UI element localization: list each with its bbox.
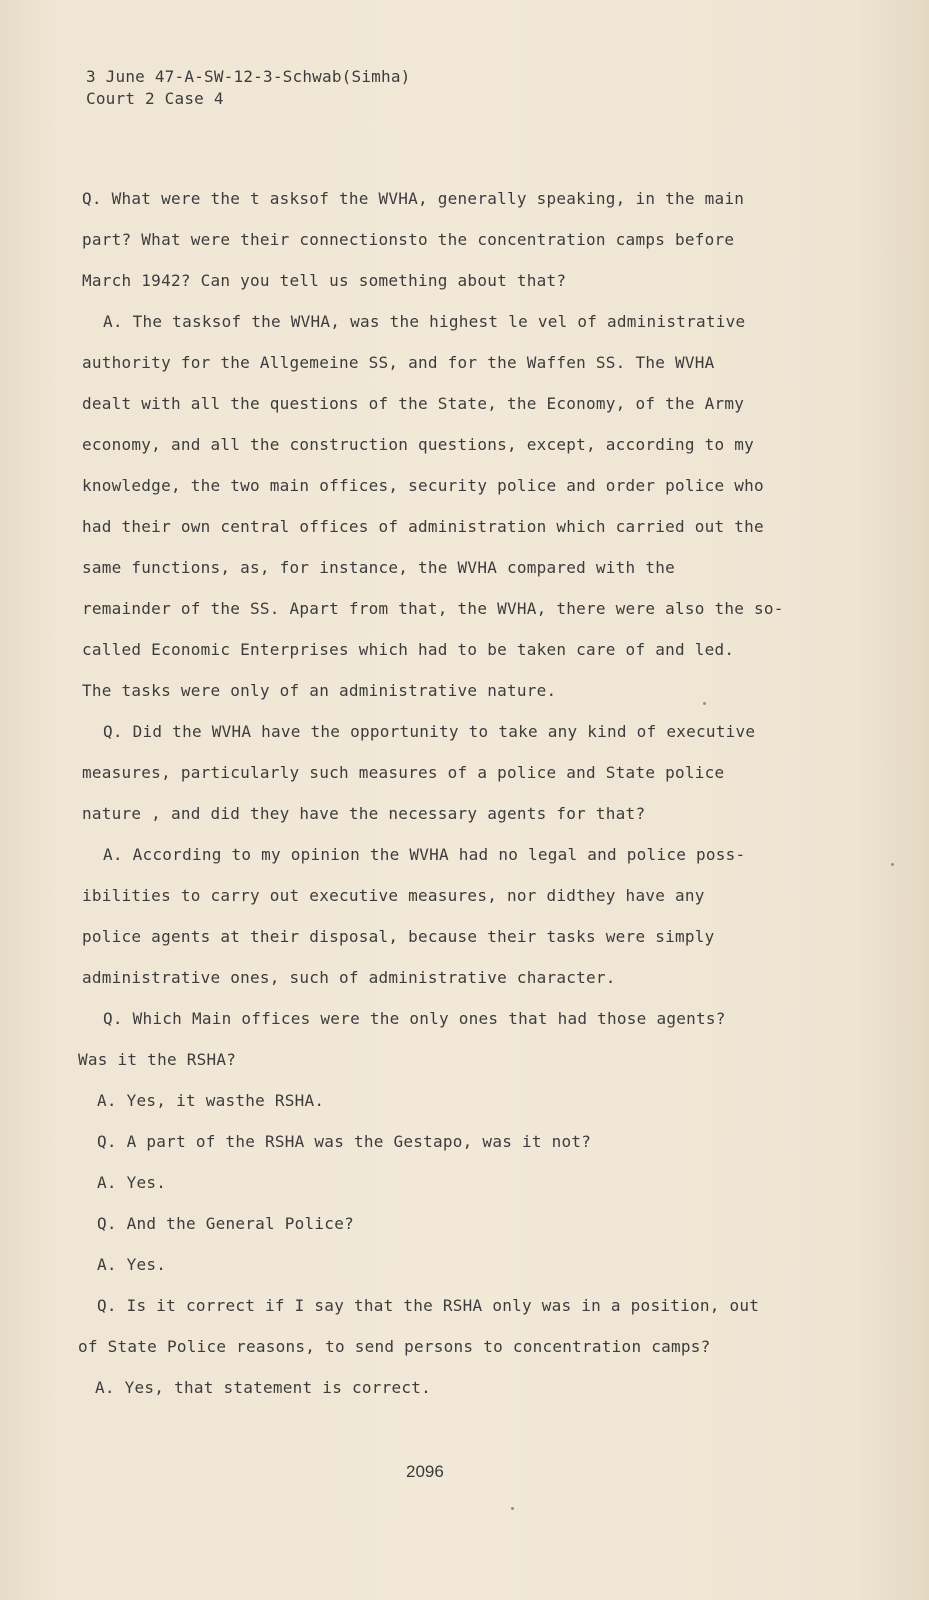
- text-line: administrative ones, such of administrative character.: [82, 968, 616, 987]
- text-line: Q. What were the t asksof the WVHA, generally speaking, in the main: [82, 189, 745, 208]
- text-line: A. Yes.: [97, 1173, 167, 1192]
- document-header: [86, 66, 410, 110]
- text-line: Was it the RSHA?: [78, 1050, 237, 1069]
- text-line: A. According to my opinion the WVHA had no legal and police poss-: [103, 845, 746, 864]
- text-line: remainder of the SS. Apart from that, the WVHA, there were also the so-: [82, 599, 784, 618]
- text-line: called Economic Enterprises which had to be taken care of and led.: [82, 640, 735, 659]
- text-line: A. The tasksof the WVHA, was the highest le vel of administrative: [103, 312, 746, 331]
- header-reference-line: 3 June 47-A-SW-12-3-Schwab(Simha): [86, 67, 411, 86]
- text-line: same functions, as, for instance, the WVHA compared with the: [82, 558, 675, 577]
- text-line: A. Yes, it wasthe RSHA.: [97, 1091, 325, 1110]
- paper-speck: [703, 702, 706, 705]
- page-number: 2096: [406, 1462, 444, 1481]
- paper-speck: [891, 863, 894, 866]
- paper-speck: [511, 1507, 514, 1510]
- text-line: police agents at their disposal, because their tasks were simply: [82, 927, 715, 946]
- text-line: measures, particularly such measures of a police and State police: [82, 763, 725, 782]
- text-line: knowledge, the two main offices, security police and order police who: [82, 476, 764, 495]
- text-line: A. Yes.: [97, 1255, 167, 1274]
- text-line: Q. Is it correct if I say that the RSHA only was in a position, out: [97, 1296, 760, 1315]
- text-line: ibilities to carry out executive measures, nor didthey have any: [82, 886, 705, 905]
- text-line: part? What were their connectionsto the concentration camps before: [82, 230, 735, 249]
- text-line: authority for the Allgemeine SS, and for the Waffen SS. The WVHA: [82, 353, 715, 372]
- text-line: Q. A part of the RSHA was the Gestapo, was it not?: [97, 1132, 592, 1151]
- text-line: A. Yes, that statement is correct.: [95, 1378, 432, 1397]
- text-line: Q. Which Main offices were the only ones that had those agents?: [103, 1009, 726, 1028]
- text-line: nature , and did they have the necessary agents for that?: [82, 804, 646, 823]
- text-line: dealt with all the questions of the State, the Economy, of the Army: [82, 394, 745, 413]
- text-line: The tasks were only of an administrative nature.: [82, 681, 557, 700]
- text-line: Q. And the General Police?: [97, 1214, 354, 1233]
- header-court-case-line: Court 2 Case 4: [86, 89, 224, 108]
- text-line: economy, and all the construction questions, except, according to my: [82, 435, 755, 454]
- text-line: of State Police reasons, to send persons to concentration camps?: [78, 1337, 711, 1356]
- text-line: March 1942? Can you tell us something about that?: [82, 271, 567, 290]
- text-line: had their own central offices of administration which carried out the: [82, 517, 764, 536]
- text-line: Q. Did the WVHA have the opportunity to take any kind of executive: [103, 722, 756, 741]
